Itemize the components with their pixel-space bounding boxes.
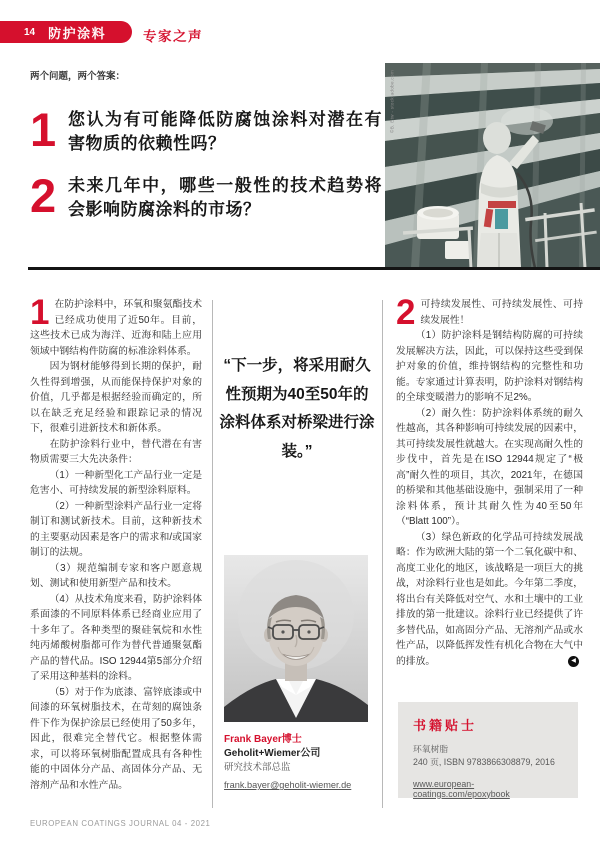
answer-1-paragraph: （2）一种新型涂料产品行业一定将制订和测试新技术。目前，这种新技术的主要驱动因素是客户的需求和/或国家制订的法规。 <box>30 500 202 558</box>
answer-1-paragraph: （4）从技术角度来看，防护涂料体系面漆的不同原料体系已经商业应用了十多年了。各种类型的聚硅氧烷和水性纯丙烯酸树脂都可作为替代普通聚氨酯产品的替代品。ISO 12944第5部分介绍了采用这种基料的涂料。 <box>30 593 202 682</box>
question-1-text: 您认为有可能降低防腐蚀涂料对潜在有害物质的依赖性吗？ <box>68 110 382 154</box>
answer-1-paragraph: 在防护涂料行业中，替代潜在有害物质需要三大先决条件： <box>30 438 202 465</box>
frank-bayer-portrait <box>224 555 368 722</box>
question-2-text: 未来几年中，哪些一般性的技术趋势将会影响防腐涂料的市场？ <box>68 176 382 220</box>
answer-2-lead-text: 可持续发展性、可持续发展性、可持续发展性！ <box>420 299 583 326</box>
pull-quote: “下一步，将采用耐久性预期为40至50年的涂料体系对桥梁进行涂装。” <box>219 357 375 461</box>
end-of-article-icon: ◀ <box>568 656 579 667</box>
answer-2-paragraph: （1）防护涂料是钢结构防腐的可持续发展解决方法，因此，可以保持这些受到保护对象的价值，维持钢结构的完整性和功能。专家通过计算表明，防护涂料对钢结构的全球变暖潜力的影响不足2%。 <box>396 330 583 403</box>
journal-footer: EUROPEAN COATINGS JOURNAL 04 - 2021 <box>30 819 211 828</box>
book-tip-details: 240 页, ISBN 9783866308879, 2016 <box>413 756 555 767</box>
portrait-caption <box>224 733 376 793</box>
question-1-number: 1 <box>30 103 57 156</box>
answer-1-paragraph: （1）一种新型化工产品行业一定是危害小、可持续发展的新型涂料原料。 <box>30 469 202 496</box>
question-1 <box>30 103 382 156</box>
section-divider-rule <box>28 267 600 270</box>
section-label: 防护涂料 <box>48 25 107 41</box>
question-2 <box>30 169 382 222</box>
profile-name: Frank Bayer博士 <box>224 734 302 745</box>
drop-cap-1: 1 <box>30 293 50 332</box>
answer-1-lead-paragraph <box>30 293 202 359</box>
answer-2-paragraph <box>396 530 583 670</box>
book-tip-box <box>398 702 578 798</box>
book-tip-book-title: 环氧树脂 <box>413 744 449 754</box>
answer-1-paragraph: （3）规范编制专家和客户愿意规划、测试和使用新型产品和技术。 <box>30 562 202 589</box>
answer-1-paragraph: 因为钢材能够得到长期的保护，耐久性得到增强，从而能保持保护对象的价值，几乎都是根据经验而确定的，所以在缺乏充足经验和跟踪记录的情况下，很难引进新技术和新体系。 <box>30 361 202 434</box>
answer-2-paragraph: （2）耐久性：防护涂料体系统的耐久性越高，其各种影响可持续发展的因素中，其可持续发展性就越大。在实现高耐久性的步伐中，首先是在ISO 12944规定了“极高”耐久性的项目，其次，2021年，在德国的桥梁和其他基础设施中，强制采用了一种涂料体系，预计其耐久性为40至50年（“Blatt 100”）。 <box>396 407 583 527</box>
answer-1-lead-text: 在防护涂料中，环氧和聚氨酯技术已经成功使用了近50年。目前，这些技术已成为海洋、近海和陆上应用领域中钢结构件防腐的标准涂料体系。 <box>30 299 202 357</box>
subsection-label: 专家之声 <box>143 29 203 44</box>
intro-label: 两个问题，两个答案： <box>30 71 126 82</box>
column-separator <box>212 300 213 808</box>
page-number: 14 <box>24 26 36 38</box>
book-tip-title: 书籍贴士 <box>413 718 478 733</box>
profile-role: 研究技术部总监 <box>224 762 291 773</box>
bridge-painting-illustration <box>385 63 600 268</box>
column-separator <box>382 300 383 808</box>
answer-2-paragraph-text: （3）绿色新政的化学品可持续发展战略：作为欧洲大陆的第一个二氧化碳中和、高度工业化的地区，该战略是一项巨大的挑战，对涂料行业也是如此。今年第二季度，将出台有关降低对空气、水和土壤中的工业排放的第一批建议。涂料行业已经提供了许多替代品，如高固分产品、无溶剂产品或水性产品，以降低挥发性有机化合物在大气中的排放。 <box>396 531 583 667</box>
profile-company: Geholit+Wiemer公司 <box>224 748 321 759</box>
bridge-painting-photo <box>385 63 600 268</box>
answer-1-column <box>30 293 202 793</box>
header-band <box>0 21 132 43</box>
answer-2-column <box>396 293 583 669</box>
book-tip-url-link[interactable]: www.european-coatings.com/epoxybook <box>413 778 510 799</box>
photo-credit: ©B. Etw - stock.adobe.com <box>389 70 395 133</box>
portrait-illustration <box>224 555 368 722</box>
profile-email-link[interactable]: frank.bayer@geholit-wiemer.de <box>224 780 352 790</box>
drop-cap-2: 2 <box>396 293 416 332</box>
answer-1-paragraph: （5）对于作为底漆、富锌底漆或中间漆的环氧树脂技术，在苛刻的腐蚀条件下作为保护涂层已经使用了50多年，因此，很难完全替代它。根据整体需求，可以将环氧树脂配置成具有各种性能的中固体分产品、高固体分产品、无溶剂产品和水性产品。 <box>30 686 202 791</box>
answer-2-lead-paragraph <box>396 293 583 332</box>
question-2-number: 2 <box>30 169 57 222</box>
